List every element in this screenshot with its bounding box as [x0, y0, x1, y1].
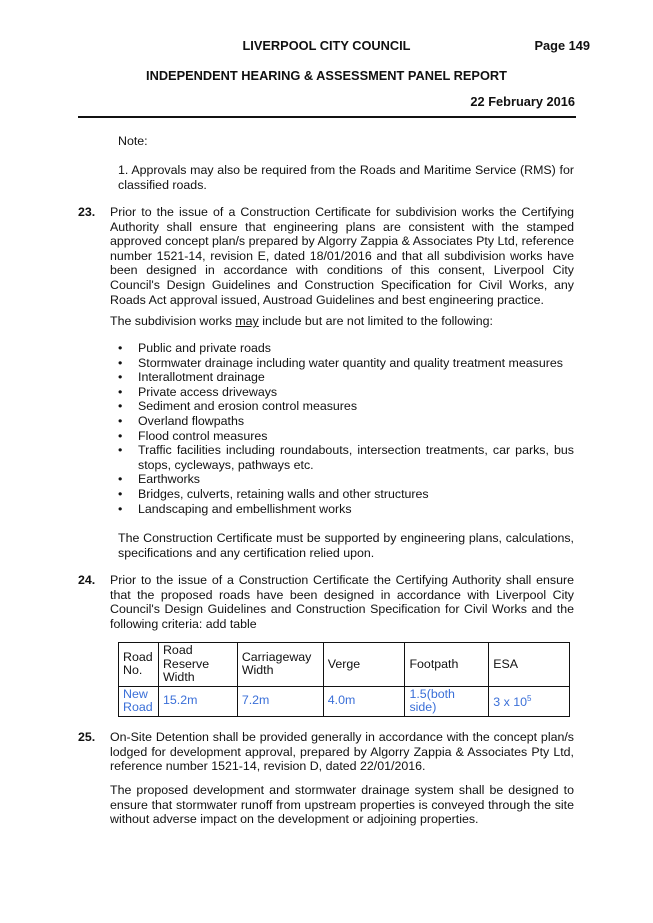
report-title: INDEPENDENT HEARING & ASSESSMENT PANEL REPORT	[146, 68, 507, 83]
cell-esa	[489, 686, 570, 716]
list-item: • Sediment and erosion control measures	[118, 399, 574, 414]
table-row	[119, 686, 570, 716]
intro-may: may	[235, 314, 259, 328]
list-item: • Flood control measures	[118, 429, 574, 444]
list-item: • Bridges, culverts, retaining walls and other structures	[118, 487, 574, 502]
list-item: • Stormwater drainage including water quantity and quality treatment measures	[118, 356, 574, 371]
header-carriageway-width: Carriageway Width	[237, 643, 323, 687]
page-number: Page 149	[534, 38, 590, 53]
header-road-no: Road No.	[119, 643, 159, 687]
subdivision-works-list	[118, 341, 574, 516]
esa-base: 3 x 10	[493, 695, 528, 710]
condition-25-text2: The proposed development and stormwater drainage system shall be designed to ensure that stormwater runoff from upstream properties is conveyed through the site without adverse impact on the development or adjoining properties.	[110, 783, 574, 827]
report-date: 22 February 2016	[470, 94, 575, 109]
list-item: • Traffic facilities including roundabouts, intersection treatments, car parks, bus stops, cycleways, pathways etc.	[118, 443, 574, 472]
cell-carriageway-width: 7.2m	[237, 686, 323, 716]
note-text: 1. Approvals may also be required from the Roads and Maritime Service (RMS) for classified roads.	[118, 163, 574, 192]
list-item: • Landscaping and embellishment works	[118, 502, 574, 517]
header-esa: ESA	[489, 643, 570, 687]
cell-road-reserve-width: 15.2m	[158, 686, 237, 716]
header-footpath: Footpath	[405, 643, 489, 687]
cell-footpath: 1.5(both side)	[405, 686, 489, 716]
condition-25-number: 25.	[78, 730, 96, 744]
condition-24-number: 24.	[78, 573, 96, 587]
note-label: Note:	[118, 134, 148, 148]
header-verge: Verge	[323, 643, 405, 687]
list-item: • Public and private roads	[118, 341, 574, 356]
condition-23-number: 23.	[78, 205, 96, 219]
list-item: • Interallotment drainage	[118, 370, 574, 385]
council-name: LIVERPOOL CITY COUNCIL	[242, 38, 411, 53]
condition-24-text: Prior to the issue of a Construction Certificate the Certifying Authority shall ensure that the proposed roads have been designed in accordance with Liverpool City Council's Design Guidelines and Construction Specification for Civil Works and the following criteria: add table	[110, 573, 574, 631]
cell-verge: 4.0m	[323, 686, 405, 716]
condition-23-intro	[110, 314, 574, 329]
cell-road-no: New Road	[119, 686, 159, 716]
intro-after: include but are not limited to the following:	[258, 314, 493, 328]
header-road-reserve-width: Road Reserve Width	[158, 643, 237, 687]
header-divider	[78, 116, 576, 118]
table-header-row	[119, 643, 570, 687]
list-item: • Overland flowpaths	[118, 414, 574, 429]
condition-23-closing: The Construction Certificate must be supported by engineering plans, calculations, specifications and any certification relied upon.	[118, 531, 574, 560]
esa-exponent: 5	[527, 694, 532, 704]
list-item: • Earthworks	[118, 472, 574, 487]
condition-25-text: On-Site Detention shall be provided generally in accordance with the concept plan/s lodged for development approval, prepared by Algorry Zappia & Associates Pty Ltd, reference number 1521-14, revision D, dated 22/01/2016.	[110, 730, 574, 774]
condition-23-text: Prior to the issue of a Construction Certificate for subdivision works the Certifying Authority shall ensure that engineering plans are consistent with the stamped approved concept plan/s prepared by Algorry Zappia & Associates Pty Ltd, reference number 1521-14, revision E, dated 18/01/2016 and that all subdivision works have been designed in accordance with conditions of this consent, Liverpool City Council's Design Guidelines and Construction Specification for Civil Works, any Roads Act approval issued, Austroad Guidelines and best engineering practice.	[110, 205, 574, 307]
road-criteria-table	[118, 642, 570, 717]
list-item: • Private access driveways	[118, 385, 574, 400]
intro-before: The subdivision works	[110, 314, 236, 328]
